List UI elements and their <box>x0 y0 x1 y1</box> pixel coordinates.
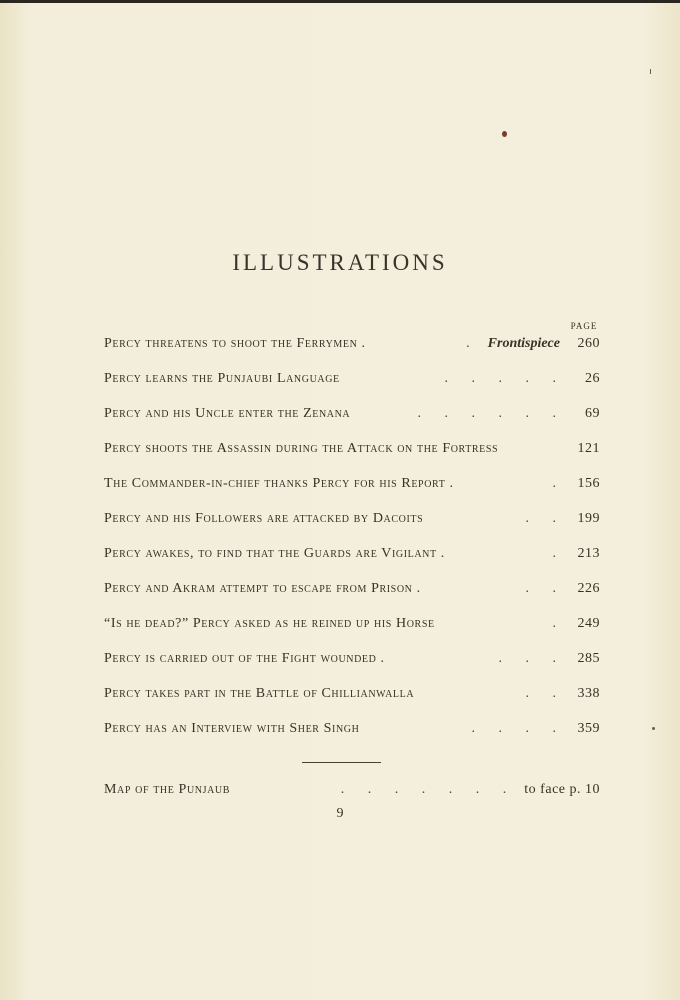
entry-page-number: 26 <box>585 371 600 386</box>
divider-rule <box>302 762 381 763</box>
entry-page-number: 69 <box>585 406 600 421</box>
ink-speck <box>652 727 655 730</box>
entry-caption: Percy is carried out of the Fight wounded . <box>104 651 385 666</box>
leader-dots: . . . . <box>471 721 566 736</box>
leader-dots: . . . . . <box>444 371 566 386</box>
leader-dots: . . <box>525 581 566 596</box>
illustration-entry[interactable] <box>104 511 600 533</box>
entry-caption: Percy and Akram attempt to escape from Prison . <box>104 581 421 596</box>
leader-dots: . <box>552 476 566 491</box>
illustration-entry[interactable] <box>104 651 600 673</box>
leader-dots: . <box>466 336 480 351</box>
map-page-ref: to face p. 10 <box>524 782 600 797</box>
entry-page-number: 213 <box>577 546 600 561</box>
entry-caption: Percy learns the Punjaubi Language <box>104 371 340 386</box>
page-top-edge <box>0 0 680 3</box>
page-column-header: PAGE <box>570 321 598 331</box>
entry-page-number: 359 <box>577 721 600 736</box>
entry-caption: “Is he dead?” Percy asked as he reined up his Horse <box>104 616 435 631</box>
entry-page-number: 260 <box>577 336 600 351</box>
illustration-entry[interactable] <box>104 441 600 463</box>
ink-speck <box>650 69 651 74</box>
leader-dots: . <box>552 616 566 631</box>
entry-caption: Percy takes part in the Battle of Chillianwalla <box>104 686 415 701</box>
illustration-entry[interactable] <box>104 406 600 428</box>
leader-dots: . . . . . . . <box>340 782 517 797</box>
entry-page-number: 338 <box>577 686 600 701</box>
leader-dots: . <box>552 546 566 561</box>
illustration-entry[interactable] <box>104 616 600 638</box>
entry-page-number: 285 <box>577 651 600 666</box>
page-number: 9 <box>336 806 344 821</box>
entry-caption: Percy and his Followers are attacked by Dacoits <box>104 511 424 526</box>
illustration-entry[interactable] <box>104 721 600 743</box>
illustration-entry[interactable] <box>104 686 600 708</box>
leader-dots: . . <box>525 686 566 701</box>
entry-caption: Percy has an Interview with Sher Singh <box>104 721 360 736</box>
illustration-entry[interactable] <box>104 581 600 603</box>
entry-caption: Percy shoots the Assassin during the Attack on the Fortress <box>104 441 499 456</box>
page-title: ILLUSTRATIONS <box>232 250 448 275</box>
illustration-entry[interactable] <box>104 371 600 393</box>
entry-caption: Percy threatens to shoot the Ferrymen . <box>104 336 366 351</box>
map-caption: Map of the Punjaub <box>104 782 230 797</box>
entry-caption: Percy and his Uncle enter the Zenana <box>104 406 351 421</box>
entry-page-number: 121 <box>577 441 600 456</box>
entry-page-number: 199 <box>577 511 600 526</box>
illustration-entry[interactable] <box>104 476 600 498</box>
entry-page-number: 156 <box>577 476 600 491</box>
illustration-entry[interactable] <box>104 336 600 358</box>
leader-dots: . . . . . . <box>417 406 566 421</box>
leader-dots: . . . <box>498 651 566 666</box>
entry-caption: Percy awakes, to find that the Guards are Vigilant . <box>104 546 445 561</box>
entry-page-number: 226 <box>577 581 600 596</box>
illustration-entry[interactable] <box>104 546 600 568</box>
entry-page-number: 249 <box>577 616 600 631</box>
leader-dots: . . <box>525 511 566 526</box>
entry-caption: The Commander-in-chief thanks Percy for his Report . <box>104 476 454 491</box>
map-entry[interactable] <box>104 782 600 804</box>
frontispiece-note: Frontispiece <box>487 336 560 351</box>
ink-speck <box>502 131 507 137</box>
